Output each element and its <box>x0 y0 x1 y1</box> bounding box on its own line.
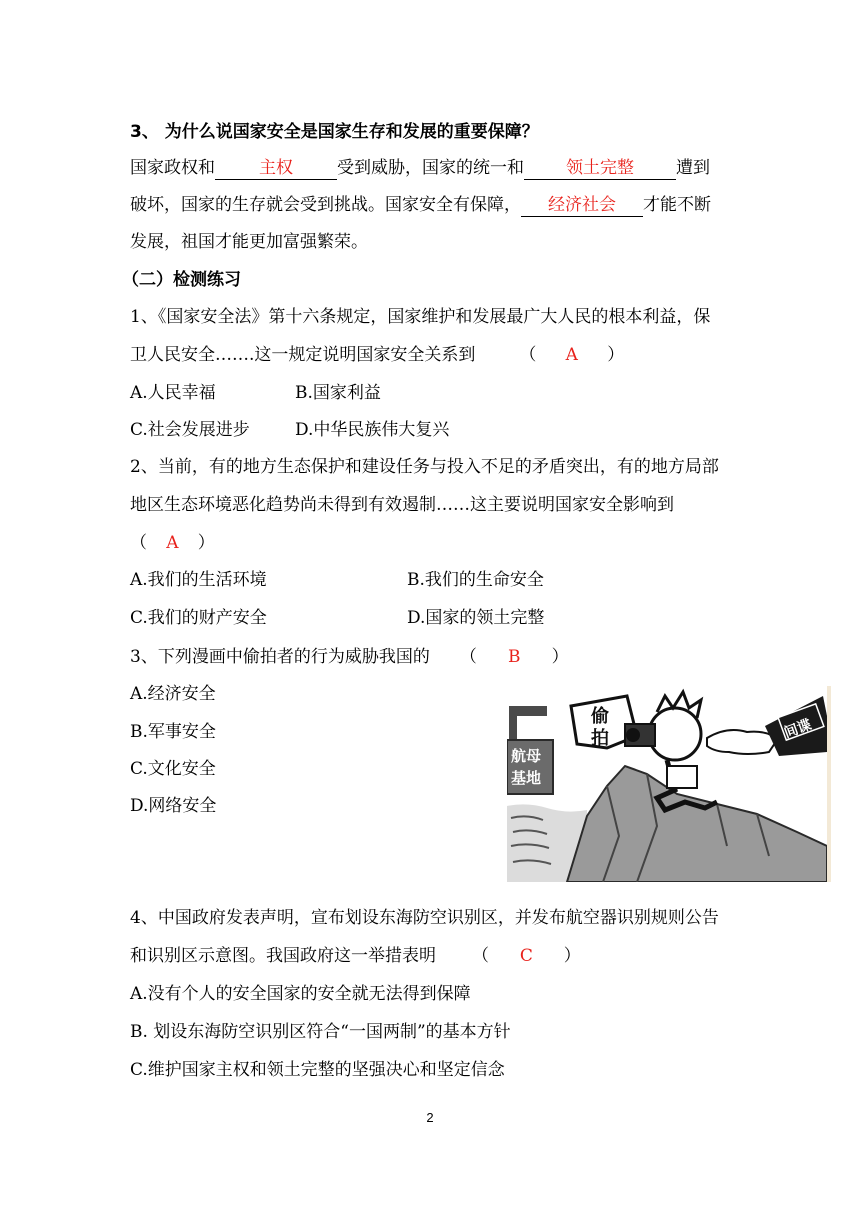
q3-paragraph-line2 <box>130 193 730 217</box>
q3-paragraph-line1 <box>130 156 730 180</box>
text-segment: 卫人民安全…….这一规定说明国家安全关系到 <box>130 345 476 365</box>
answer-letter: C <box>519 946 533 966</box>
sign-line2: 基地 <box>511 769 542 787</box>
blank-answer: 经济社会 <box>548 195 616 215</box>
text-segment: 和识别区示意图。我国政府这一举措表明 <box>130 946 436 966</box>
q2-answer <box>130 531 730 555</box>
cartoon-drawing <box>507 686 827 882</box>
q4-line2 <box>130 944 730 968</box>
q1-line1: 1、《国家安全法》第十六条规定，国家维护和发展最广大人民的根本利益，保 <box>130 307 711 327</box>
answer-paren: （ A ） <box>130 533 215 553</box>
q3-line1 <box>130 645 730 669</box>
q1-options-row1 <box>130 381 730 405</box>
sign-line1: 航母 <box>511 747 542 765</box>
q2-line2: 地区生态环境恶化趋势尚未得到有效遏制……这主要说明国家安全影响到 <box>130 495 674 515</box>
option-b: B.我们的生命安全 <box>407 570 544 590</box>
option-a: A.我们的生活环境 <box>130 570 267 590</box>
spy-cartoon-image <box>507 686 831 882</box>
option-c: C.我们的财产安全 <box>130 608 267 628</box>
option-d: D.国家的领土完整 <box>407 608 545 628</box>
text-segment: 遭到 <box>676 158 710 178</box>
answer-letter: A <box>166 533 179 553</box>
q4-option-a: A.没有个人的安全国家的安全就无法得到保障 <box>130 984 471 1004</box>
fill-blank-3 <box>521 194 643 217</box>
page-number: 2 <box>426 1110 434 1125</box>
fill-blank-1 <box>215 157 337 180</box>
spy-badge: 间谍 <box>782 716 814 742</box>
q4-option-c: C.维护国家主权和领土完整的坚强决心和坚定信念 <box>130 1060 505 1080</box>
q3-option-d: D.网络安全 <box>130 796 217 816</box>
text-segment: 才能不断 <box>643 195 711 215</box>
q1-line2 <box>130 343 730 367</box>
q3-option-b: B.军事安全 <box>130 722 216 742</box>
text-segment: 受到威胁，国家的统一和 <box>337 158 524 178</box>
q2-line1: 2、当前，有的地方生态保护和建设任务与投入不足的矛盾突出，有的地方局部 <box>130 457 719 477</box>
q2-options-row2 <box>130 606 730 630</box>
q4-line1: 4、中国政府发表声明，宣布划设东海防空识别区，并发布航空器识别规则公告 <box>130 908 719 928</box>
blank-answer: 主权 <box>259 158 293 178</box>
blank-answer: 领土完整 <box>566 158 634 178</box>
option-a: A.人民幸福 <box>130 383 216 403</box>
section-title: （二）检测练习 <box>122 270 241 290</box>
question-3-title: 3、 为什么说国家安全是国家生存和发展的重要保障？ <box>130 122 539 142</box>
option-c: C.社会发展进步 <box>130 420 250 440</box>
option-d: D.中华民族伟大复兴 <box>295 420 450 440</box>
answer-letter: B <box>507 647 521 667</box>
q3-option-a: A.经济安全 <box>130 684 216 704</box>
text-segment: 3、下列漫画中偷拍者的行为威胁我国的 <box>130 647 430 667</box>
q3-option-c: C.文化安全 <box>130 759 216 779</box>
q4-option-b: B. 划设东海防空识别区符合“一国两制”的基本方针 <box>130 1022 511 1042</box>
answer-paren: （ A ） <box>519 345 625 365</box>
answer-paren: （ B ） <box>459 647 569 667</box>
q1-options-row2 <box>130 418 730 442</box>
answer-paren: （ C ） <box>472 946 581 966</box>
bubble-char2: 拍 <box>591 728 609 749</box>
text-segment: 破坏，国家的生存就会受到挑战。国家安全有保障， <box>130 195 521 215</box>
q3-paragraph-line3: 发展，祖国才能更加富强繁荣。 <box>130 232 368 252</box>
fill-blank-2 <box>524 157 676 180</box>
option-b: B.国家利益 <box>295 383 381 403</box>
bubble-char1: 偷 <box>591 706 609 727</box>
answer-letter: A <box>565 345 578 365</box>
q2-options-row1 <box>130 568 730 592</box>
text-segment: 国家政权和 <box>130 158 215 178</box>
